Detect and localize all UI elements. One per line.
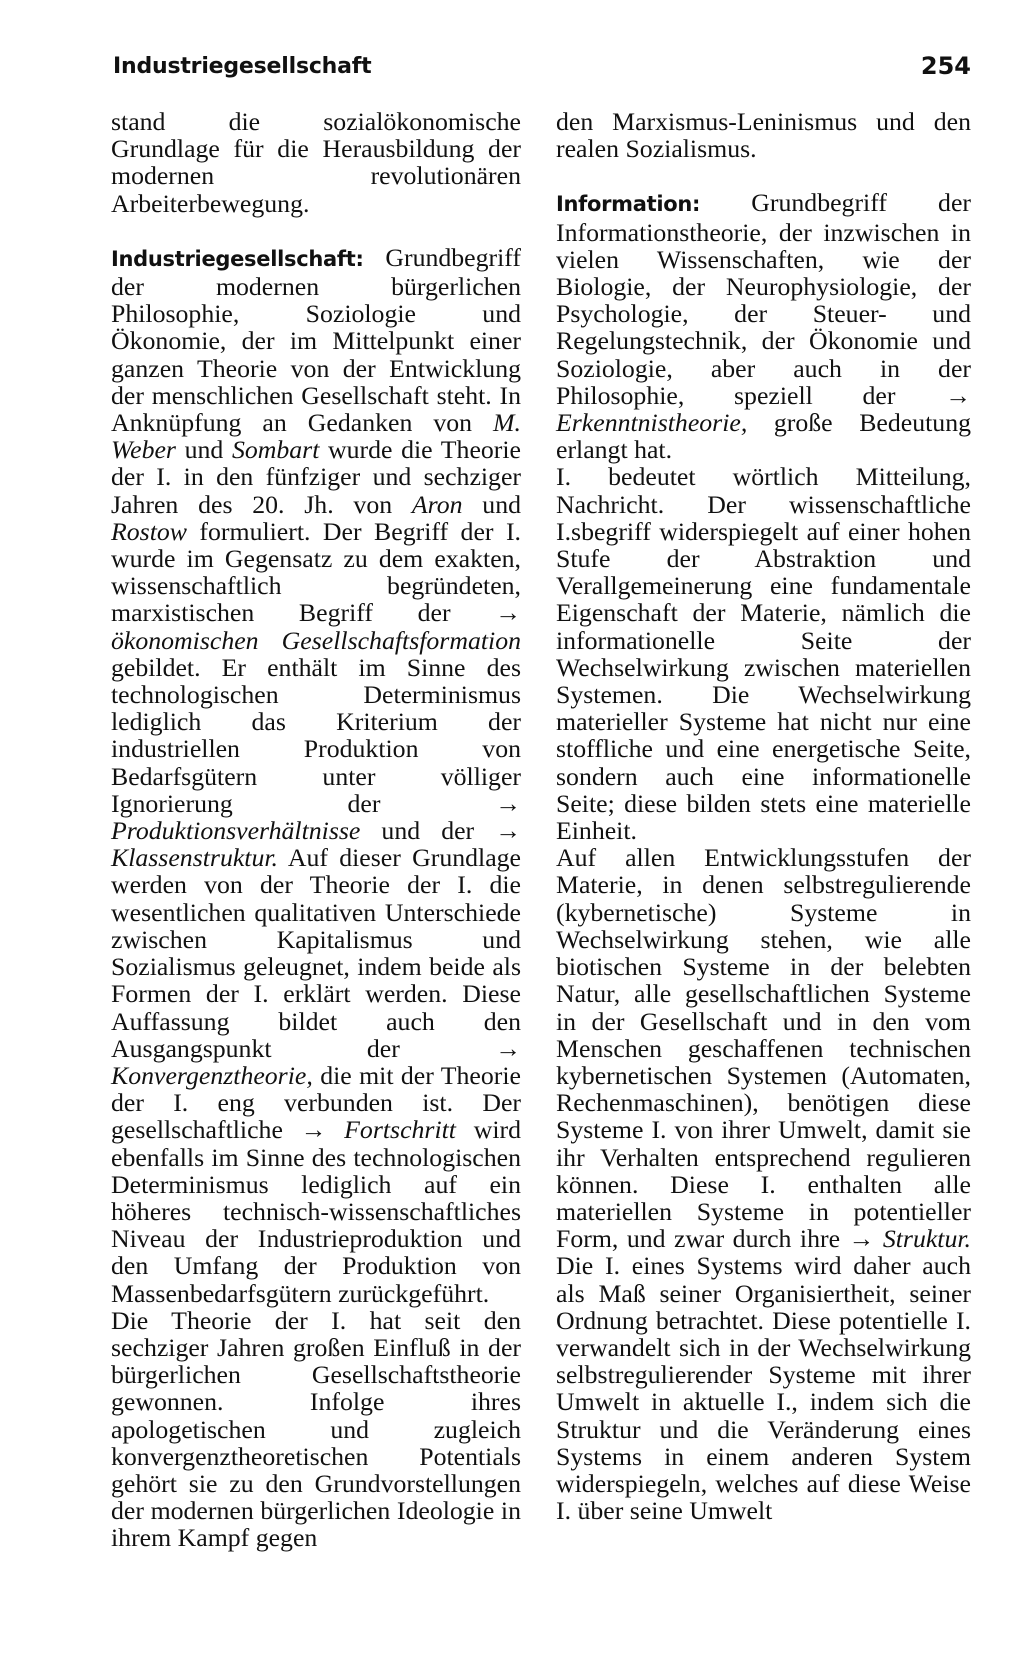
page-number: 254	[920, 52, 971, 80]
author-name: Rostow	[111, 516, 187, 546]
entry-industriegesellschaft	[111, 244, 521, 1307]
entry-text: wird ebenfalls im Sinne des technologischen Determinismus lediglich auf ein höheres technisch-wissenschaftliches Niveau der Industrieproduktion und den Umfang der Produktion von Massenbedarfsgütern zurückgeführt.	[111, 1115, 521, 1308]
entry-text: formuliert. Der Begriff der I. wurde im Gegensatz zu dem exakten, wissenschaftlich begründeten, marxistischen Begriff der →	[111, 516, 521, 628]
left-column	[111, 108, 521, 1552]
paragraph	[556, 844, 971, 1524]
page-header	[113, 54, 971, 94]
cross-reference: Klassenstruktur.	[111, 843, 278, 873]
cross-reference: Erkenntnistheorie,	[556, 408, 748, 438]
cross-reference: Produktionsverhältnisse	[111, 816, 361, 846]
paragraph: den Marxismus-Leninismus und den realen Sozialismus.	[556, 107, 971, 164]
paragraph: Die Theorie der I. hat seit den sechziger Jahren großen Einfluß in der bürgerlichen Gesellschaftstheorie gewonnen. Infolge ihres apologetischen und zugleich konvergenztheoretischen Potentials gehört sie zu den Grundvorstellungen der modernen bürgerlichen Ideologie in ihrem Kampf gegen	[111, 1305, 521, 1553]
author-name: M. Weber	[111, 408, 521, 465]
running-title: Industriegesellschaft	[113, 54, 372, 79]
cross-reference: ökonomischen Gesellschaftsformation	[111, 625, 521, 655]
entry-text: gebildet. Er enthält im Sinne des technologischen Determinismus lediglich das Kriterium der industriellen Produktion von Bedarfsgütern unter völliger Ignorierung der →	[111, 652, 521, 818]
cross-reference: Struktur.	[882, 1224, 971, 1254]
entry-text: Grundbegriff der modernen bürgerlichen Philosophie, Soziologie und Ökonomie, der im Mittelpunkt einer ganzen Theorie von der Entwicklung der menschlichen Gesellschaft steht. In Anknüpfung an Gedanken von	[111, 242, 521, 438]
entry-text: und	[175, 435, 232, 465]
right-column	[556, 108, 971, 1524]
entry-text: große Bedeutung erlangt hat.	[556, 408, 971, 465]
author-name: Sombart	[231, 435, 320, 465]
entry-text: die mit der Theorie der I. eng verbunden ist. Der gesellschaftliche →	[111, 1060, 521, 1145]
entry-text: Auf allen Entwicklungsstufen der Materie, in denen selbstregulierende (kybernetische) Systeme in Wechselwirkung stehen, wie alle biotischen Systeme in der belebten Natur, alle gesellschaftlichen Systeme in der Gesellschaft und in den vom Menschen geschaffenen technischen kybernetischen Systemen (Automaten, Rechenmaschinen), benötigen diese Systeme I. von ihrer Umwelt, damit sie ihr Verhalten entsprechend regulieren können. Diese I. enthalten alle materiellen Systeme in potentieller Form, und zwar durch ihre →	[556, 843, 971, 1254]
entry-headword: Industriegesellschaft:	[111, 246, 364, 271]
paragraph: I. bedeutet wörtlich Mitteilung, Nachricht. Der wissenschaftliche I.sbegriff widerspiegelt auf einer hohen Stufe der Abstraktion und Verallgemeinerung eine fundamentale Eigenschaft der Materie, nämlich die informationelle Seite der Wechselwirkung zwischen materiellen Systemen. Die Wechselwirkung materieller Systeme hat nicht nur eine stoffliche und eine energetische Seite, sondern auch eine informationelle Seite; diese bilden stets eine materielle Einheit.	[556, 462, 971, 846]
entry-text: Die I. eines Systems wird daher auch als Maß seiner Organisiertheit, seiner Ordnung betrachtet. Diese potentielle I. verwandelt sich in der Wechselwirkung selbstregulierender Systeme mit ihrer Umwelt in aktuelle I., indem sich die Struktur und die Veränderung eines Systems in einem anderen System widerspiegeln, welches auf diese Weise I. über seine Umwelt	[556, 1251, 971, 1526]
entry-information	[556, 189, 971, 463]
entry-text: Auf dieser Grundlage werden von der Theorie der I. die wesentlichen qualitativen Unterschiede zwischen Kapitalismus und Sozialismus geleugnet, indem beide als Formen der I. erklärt werden. Diese Auffassung bildet auch den Ausgangspunkt der →	[111, 843, 521, 1063]
cross-reference: Fortschritt	[344, 1115, 456, 1145]
paragraph: stand die sozialökonomische Grundlage für die Herausbildung der modernen revolutionären Arbeiterbewegung.	[111, 107, 521, 218]
entry-text: Grundbegriff der Informationstheorie, der inzwischen in vielen Wissenschaften, wie der Biologie, der Neurophysiologie, der Psychologie, der Steuer- und Regelungstechnik, der Ökonomie und Soziologie, aber auch in der Philosophie, speziell der →	[556, 188, 971, 410]
cross-reference: Konvergenztheorie,	[111, 1060, 313, 1090]
entry-text: und	[462, 489, 521, 519]
author-name: Aron	[411, 489, 463, 519]
entry-text: und der →	[360, 816, 521, 846]
entry-text: wurde die Theorie der I. in den fünfziger und sechziger Jahren des 20. Jh. von	[111, 435, 522, 519]
entry-headword: Information:	[556, 192, 701, 217]
